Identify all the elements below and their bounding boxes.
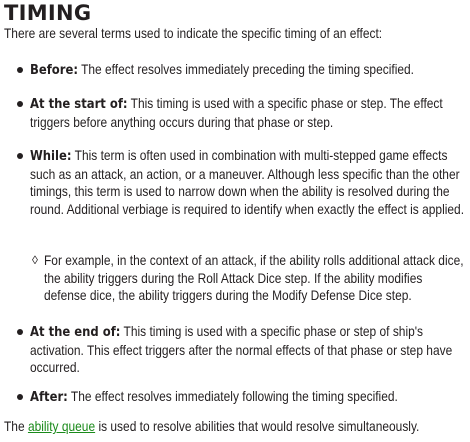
bullet-icon [17, 67, 23, 73]
bullet-icon [17, 153, 23, 159]
term-label: At the start of: [30, 97, 128, 112]
intro-text: There are several terms used to indicate the specific timing of an effect: [4, 26, 383, 41]
section-title: TIMING [4, 1, 92, 25]
bullet-icon [17, 329, 23, 335]
timing-section [4, 0, 466, 434]
term-description: This timing is used with a specific phase or step of ship's activation. This effect triggers after the normal effects of that phase or step have occurred. [30, 324, 453, 375]
footer-text [4, 418, 467, 436]
term-description: This timing is used with a specific phase or step. The effect triggers before anything occurs during that phase or step. [30, 96, 443, 130]
term-label: While: [30, 149, 72, 164]
ability-queue-link[interactable]: ability queue [27, 419, 96, 434]
term-description: This term is often used in combination with multi-stepped game effects such as an attack, an action, or a maneuver. Although less specific than the other timings, this term is used to narrow down when the ability is resolved during the round. Additional verbiage is required to identify when exactly the effect is applied. [30, 148, 465, 217]
term-label: At the end of: [30, 325, 121, 340]
bullet-icon [17, 394, 23, 400]
term-label: Before: [30, 63, 78, 78]
term-description: The effect resolves immediately following the timing specified. [67, 389, 398, 404]
term-label: After: [30, 390, 68, 405]
example-text: For example, in the context of an attack, if the ability rolls additional attack dice, the ability triggers during the Roll Attack Dice step. If the ability modifies defense dice, the ability triggers during the Modify Defense Dice step. [44, 253, 464, 303]
diamond-icon: ◊ [32, 253, 38, 267]
footer-prefix: The [4, 419, 28, 434]
footer-suffix: is used to resolve abilities that would resolve simultaneously. [95, 419, 420, 434]
bullet-icon [17, 101, 23, 107]
term-description: The effect resolves immediately preceding the timing specified. [77, 62, 414, 77]
